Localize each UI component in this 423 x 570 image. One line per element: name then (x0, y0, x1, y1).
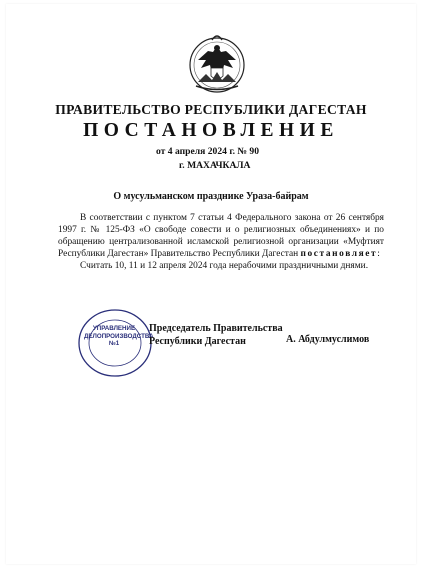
body-paragraph-2: Считать 10, 11 и 12 апреля 2024 года нерабочими праздничными днями. (80, 260, 369, 271)
document-type-title: ПОСТАНОВЛЕНИЕ (83, 120, 339, 141)
stamp-line-1: УПРАВЛЕНИЕ (92, 325, 136, 332)
city-name: г. МАХАЧКАЛА (179, 160, 251, 171)
stamp-line-3: №1 (108, 340, 120, 348)
paragraph-1-end: : (377, 248, 380, 259)
signatory-role (149, 323, 283, 348)
document-subject: О мусульманском празднике Ураза-байрам (113, 191, 309, 202)
document-body (58, 213, 384, 273)
signatory-role-line-1: Председатель Правительства (149, 323, 283, 334)
paragraph-1-text: В соответствии с пунктом 7 статьи 4 Федерального закона от 26 сентября 1997 г. № 125-ФЗ «О свободе совести и о религиозных объединениях» и по обращению централизованной исламской религиозной организации «Муфтият Республики Дагестан» Правительство Республики Дагестан (58, 213, 384, 259)
dagestan-emblem-icon (184, 30, 250, 96)
government-name: ПРАВИТЕЛЬСТВО РЕСПУБЛИКИ ДАГЕСТАН (55, 102, 367, 117)
signatory-name: А. Абдулмуслимов (286, 334, 370, 345)
signatory-role-line-2: Республики Дагестан (149, 335, 246, 347)
body-paragraph-1 (58, 213, 384, 261)
decree-keyword: постановляет (300, 248, 378, 259)
stamp-line-2: ДЕЛОПРОИЗВОДСТВА (84, 332, 154, 340)
date-and-number: от 4 апреля 2024 г. № 90 (156, 146, 260, 157)
document-page (6, 4, 416, 564)
stamp-inner-text (84, 325, 154, 348)
